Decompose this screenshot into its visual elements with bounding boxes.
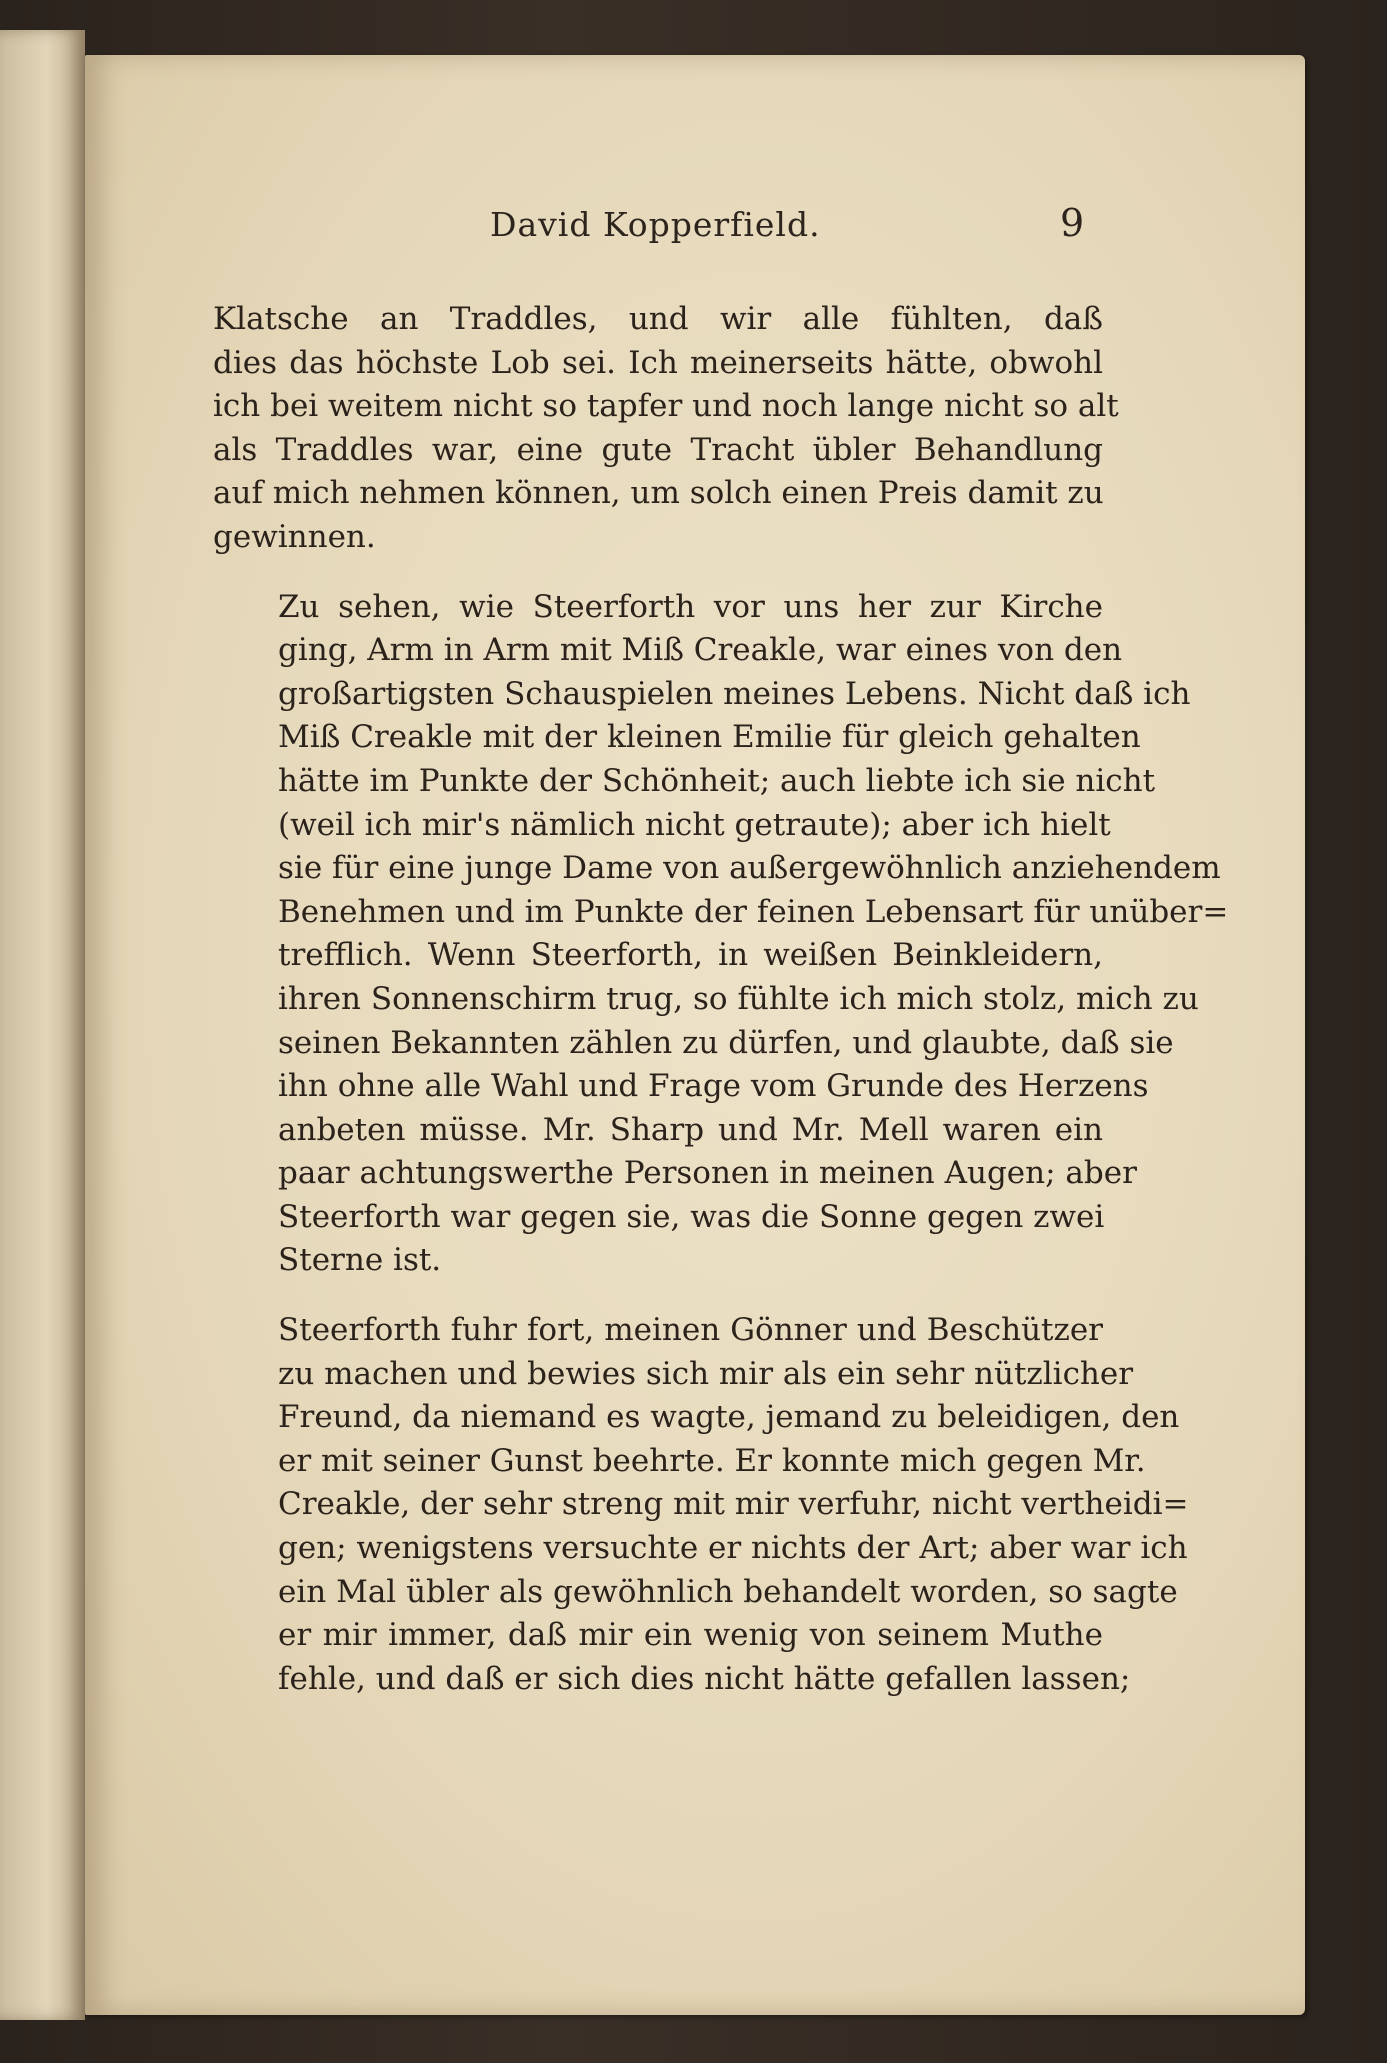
paragraph-2 [213, 586, 1229, 1284]
text-line: gen; wenigstens versuchte er nichts der Art; aber war ich [278, 1530, 1188, 1567]
text-line: Creakle, der sehr streng mit mir verfuhr, nicht vertheidi= [278, 1486, 1189, 1523]
text-line: Zu sehen, wie Steerforth vor uns her zur Kirche [278, 588, 1103, 625]
facing-page-edge [0, 30, 85, 2020]
running-title: David Kopperfield. [490, 205, 821, 244]
text-line: großartigsten Schauspielen meines Lebens. Nicht daß ich [278, 675, 1191, 712]
text-line: Benehmen und im Punkte der feinen Lebensart für unüber= [278, 893, 1229, 930]
text-line: paar achtungswerthe Personen in meinen Augen; aber [278, 1155, 1137, 1192]
text-line: fehle, und daß er sich dies nicht hätte gefallen lassen; [278, 1660, 1131, 1697]
text-line: zu machen und bewies sich mir als ein sehr nützlicher [278, 1355, 1134, 1392]
text-line: ihn ohne alle Wahl und Frage vom Grunde des Herzens [278, 1068, 1149, 1105]
text-line: seinen Bekannten zählen zu dürfen, und glaubte, daß sie [278, 1024, 1174, 1061]
text-line: (weil ich mir's nämlich nicht getraute); aber ich hielt [278, 806, 1111, 843]
text-line: Freund, da niemand es wagte, jemand zu beleidigen, den [278, 1399, 1180, 1436]
text-line: anbeten müsse. Mr. Sharp und Mr. Mell waren ein [278, 1111, 1103, 1148]
text-line: ging, Arm in Arm mit Miß Creakle, war eines von den [278, 632, 1123, 669]
text-line: ein Mal übler als gewöhnlich behandelt worden, so sagte [278, 1573, 1178, 1610]
text-line: ihren Sonnenschirm trug, so fühlte ich mich stolz, mich zu [278, 980, 1199, 1017]
running-head [85, 201, 1305, 255]
text-line: ich bei weitem nicht so tapfer und noch lange nicht so alt [213, 388, 1119, 425]
text-line: Steerforth fuhr fort, meinen Gönner und Beschützer [278, 1312, 1103, 1349]
page-number: 9 [1060, 201, 1085, 245]
text-line: auf mich nehmen können, um solch einen Preis damit zu [213, 475, 1104, 512]
body-text [213, 298, 1229, 1701]
text-line: er mit seiner Gunst beehrte. Er konnte mich gegen Mr. [278, 1442, 1146, 1479]
text-line: Klatsche an Traddles, und wir alle fühlten, daß [213, 301, 1103, 337]
text-line: sie für eine junge Dame von außergewöhnlich anziehendem [278, 850, 1221, 887]
text-line: hätte im Punkte der Schönheit; auch liebte ich sie nicht [278, 762, 1156, 799]
text-line: Steerforth war gegen sie, was die Sonne gegen zwei [278, 1198, 1105, 1235]
text-line: er mir immer, daß mir ein wenig von seinem Muthe [278, 1617, 1103, 1654]
paragraph-3 [213, 1309, 1189, 1701]
text-line: gewinnen. [213, 518, 376, 555]
text-line: dies das höchste Lob sei. Ich meinerseits hätte, obwohl [213, 344, 1103, 381]
text-line: als Traddles war, eine gute Tracht übler Behandlung [213, 431, 1103, 468]
paragraph-1 [213, 298, 1119, 560]
text-line: trefflich. Wenn Steerforth, in weißen Beinkleidern, [278, 937, 1103, 974]
text-line: Miß Creakle mit der kleinen Emilie für gleich gehalten [278, 719, 1141, 756]
text-line: Sterne ist. [278, 1242, 442, 1279]
